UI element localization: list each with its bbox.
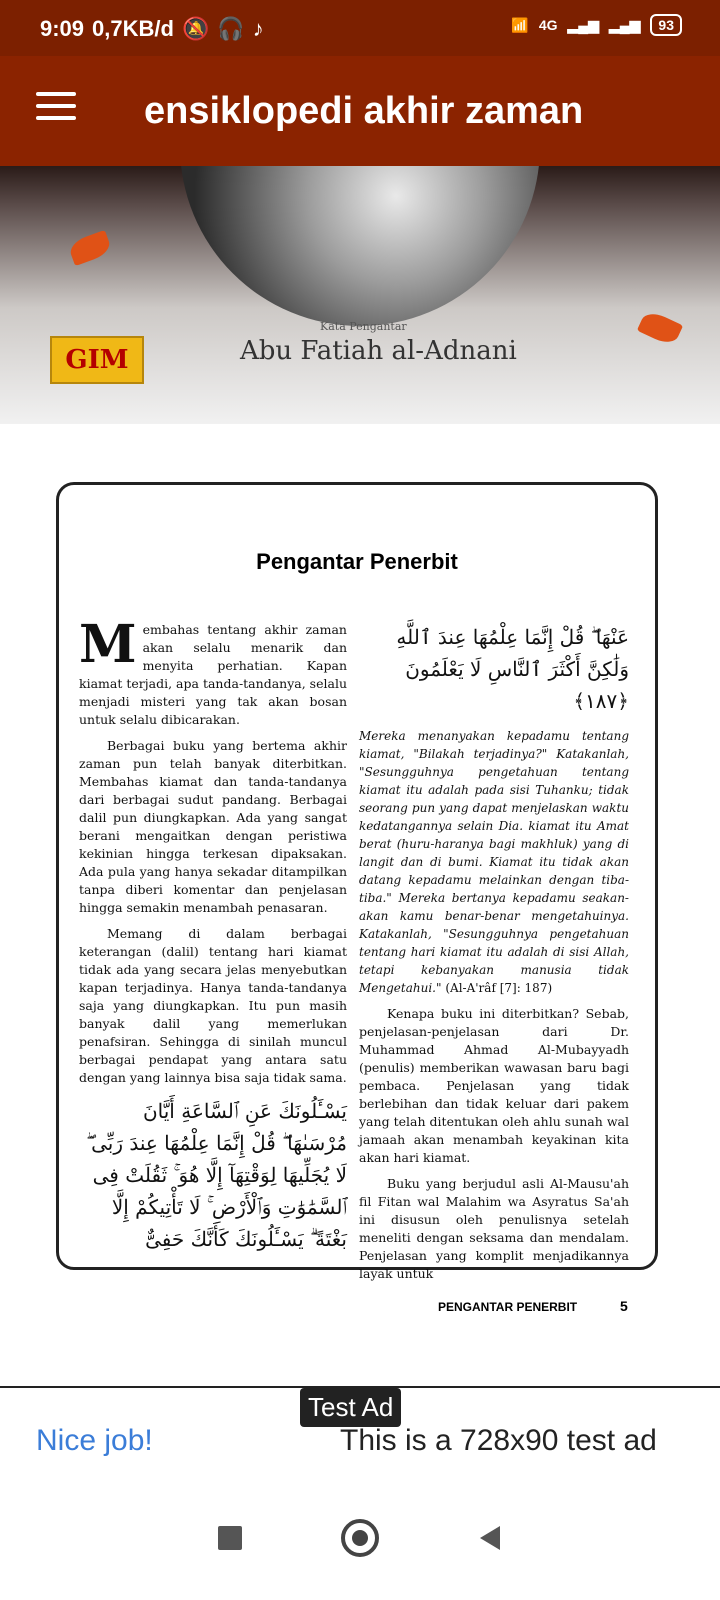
home-button[interactable]	[340, 1518, 380, 1558]
wifi-icon: 📶	[511, 16, 529, 33]
recents-button[interactable]	[210, 1518, 250, 1558]
verse-reference: (Al-A'râf [7]: 187)	[445, 981, 553, 995]
home-icon	[341, 1519, 379, 1557]
book-page	[0, 426, 720, 1386]
ad-badge: Test Ad	[300, 1388, 401, 1427]
paragraph: Buku yang berjudul asli Al-Mausu'ah fil Fitan wal Malahim wa Asyratus Sa'ah ini disusun oleh penulisnya setelah meneliti dengan seksama dan mendalam. Penjelasan yang komplit menjadikannya layak untuk	[359, 1176, 629, 1281]
menu-icon-line	[36, 92, 76, 96]
network-label: 4G	[538, 17, 558, 33]
ad-body[interactable]: This is a 728x90 test ad	[340, 1424, 657, 1457]
left-column	[79, 614, 347, 1265]
tiktok-icon: ♪	[252, 16, 264, 41]
status-time: 9:09	[40, 16, 85, 41]
book-page-view[interactable]	[0, 166, 720, 1386]
menu-icon-line	[36, 104, 76, 108]
ad-headline[interactable]: Nice job!	[36, 1424, 153, 1457]
page-footer-label: PENGANTAR PENERBIT	[438, 1300, 578, 1314]
back-button[interactable]	[470, 1518, 510, 1558]
menu-button[interactable]	[36, 92, 76, 132]
leaf-icon	[67, 230, 113, 266]
paragraph: Kenapa buku ini diterbitkan? Sebab, penjelasan-penjelasan dari Dr. Muhammad Ahmad Al-Mubayyadh (penulis) memberikan wawasan baru bagi pembaca. Penjelasan yang tidak berlebihan dan tidak keluar dari pakem yang telah ditentukan oleh ahlu sunah wal jamaah akan menambah keyakinan kita akan hari kiamat.	[359, 1006, 629, 1165]
leaf-icon	[637, 309, 683, 348]
ad-banner[interactable]	[0, 1386, 720, 1478]
kata-pengantar-label: Kata Pengantar	[320, 320, 407, 333]
headphone-icon: 🎧	[217, 16, 245, 41]
globe-image	[180, 166, 540, 326]
paragraph: Memang di dalam berbagai keterangan (dalil) tentang hari kiamat tidak ada yang secara jelas menyebutkan kapan terjadinya. Hanya tanda-tandanya saja yang diungkapkan. Itu pun masih banyak dalil yang memerlukan penafsiran. Sehingga di sinilah muncul berbagai pendapat yang antara satu dengan yang lainnya bisa saja tidak sama.	[79, 926, 347, 1085]
app-bar	[0, 56, 720, 166]
page-title: Pengantar Penerbit	[256, 549, 458, 574]
status-bar	[0, 0, 720, 56]
paragraph: Berbagai buku yang bertema akhir zaman pun telah banyak diterbitkan. Membahas kiamat dan tanda-tandanya dari berbagai sudut pandang. Berbagai dalil pun diungkapkan. Ada yang sangat berani mengaitkan dengan peristiwa kekinian hingga terkesan dipaksakan. Ada pula yang hanya sekadar ditampilkan tanpa diberi komentar dan penjelasan hingga semakin menambah penasaran.	[79, 738, 347, 915]
verse-translation: Mereka menanyakan kepadamu tentang kiamat, "Bilakah terjadinya?" Katakanlah, "Sesungguhnya pengetahuan tentang kiamat itu adalah pada sisi Tuhanku; tidak seorang pun yang dapat menjelaskan waktu kedatangannya selain Dia. kiamat itu Amat berat (huru-haranya bagi makhluk) yang di langit dan di bumi. Kiamat itu tidak akan datang kepadamu melainkan dengan tiba-tiba." Mereka bertanya kepadamu seakan-akan kamu benar-benar mengetahuinya. Katakanlah, "Sesungguhnya pengetahuan tentang hari kiamat itu adalah di sisi Allah, tetapi kebanyakan manusia tidak Mengetahui."	[359, 729, 629, 995]
paragraph: embahas tentang akhir zaman akan selalu menarik dan menyita perhatian. Kapan kiamat terjadi, apa tanda-tandanya, selalu menjadi misteri yang tak akan bosan untuk selalu dibicarakan.	[79, 622, 347, 727]
navigation-bar	[0, 1476, 720, 1600]
status-speed: 0,7KB/d	[92, 16, 174, 41]
dropcap: M	[79, 614, 137, 675]
page-frame	[56, 482, 658, 1281]
book-cover-strip	[0, 166, 720, 424]
square-icon	[218, 1526, 242, 1550]
menu-icon-line	[36, 116, 76, 120]
page-number: 5	[620, 1298, 628, 1314]
author-name: Abu Fatiah al-Adnani	[240, 336, 517, 366]
signal-icon: ▂▄▆	[567, 16, 599, 33]
arabic-verse: عَنْهَا ۖ قُلْ إِنَّمَا عِلْمُهَا عِندَ ٱللَّهِ وَلَٰكِنَّ أَكْثَرَ ٱلنَّاسِ لَا يَعْلَمُونَ ﴿١٨٧﴾	[396, 625, 629, 713]
app-title: ensiklopedi akhir zaman	[144, 90, 584, 132]
battery-icon: 93	[650, 14, 682, 36]
signal-icon-2: ▂▄▆	[608, 16, 641, 33]
publisher-logo: GIM	[50, 336, 144, 384]
arabic-verse: يَسْـَٔلُونَكَ عَنِ ٱلسَّاعَةِ أَيَّانَ مُرْسَىٰهَا ۖ قُلْ إِنَّمَا عِلْمُهَا عِندَ رَبِّى ۖ لَا يُجَلِّيهَا لِوَقْتِهَآ إِلَّا هُوَ ۚ ثَقُلَتْ فِى ٱلسَّمَٰوَٰتِ وَٱلْأَرْضِ ۚ لَا تَأْتِيكُمْ إِلَّا بَغْتَةً ۗ يَسْـَٔلُونَكَ كَأَنَّكَ حَفِىٌّ	[86, 1099, 347, 1251]
right-column	[359, 621, 629, 1291]
mute-icon: 🔕	[181, 16, 210, 41]
back-icon	[480, 1526, 500, 1550]
